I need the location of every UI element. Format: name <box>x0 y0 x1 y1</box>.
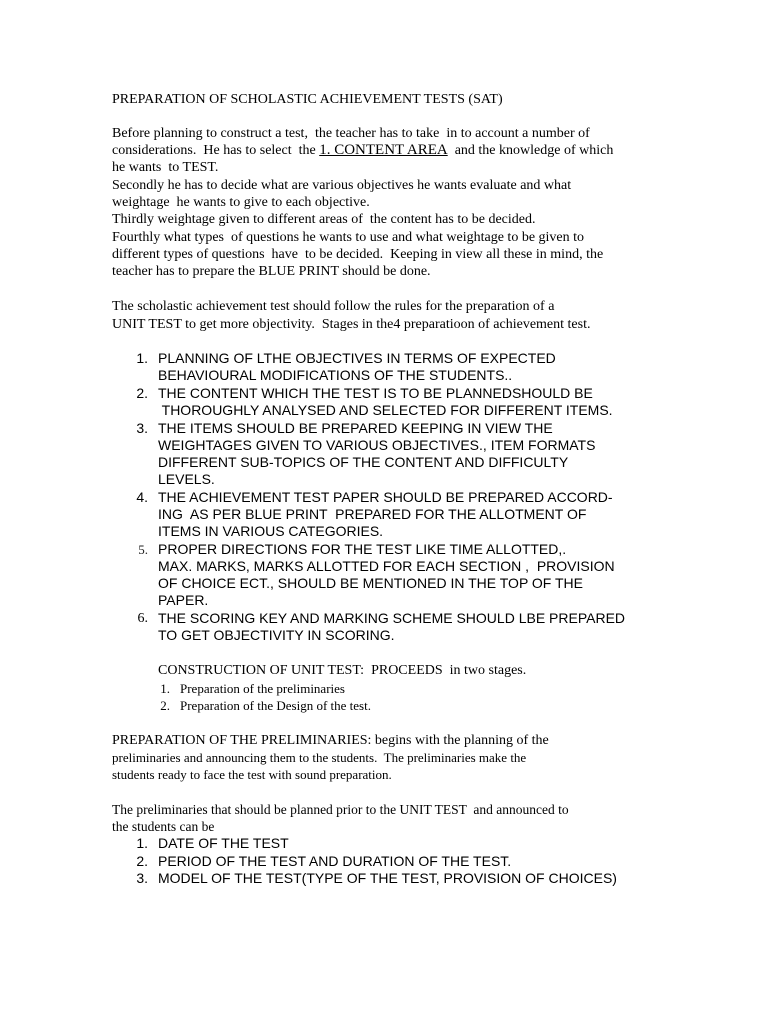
planned-item-2: PERIOD OF THE TEST AND DURATION OF THE TEST. <box>158 853 512 869</box>
intro-line-2-start: considerations. He has to select the <box>112 143 320 158</box>
construction-item-1: Preparation of the preliminaries <box>180 681 345 696</box>
stage-6-number: 6. <box>137 611 148 626</box>
stage-3-line-1: THE ITEMS SHOULD BE PREPARED KEEPING IN VIEW THE <box>158 420 553 436</box>
stage-2-number: 2. <box>136 385 148 401</box>
intro-line-9: teacher has to prepare the BLUE PRINT should be done. <box>112 264 431 279</box>
stage-3-line-4: LEVELS. <box>158 471 215 487</box>
rules-line-1: The scholastic achievement test should follow the rules for the preparation of a <box>112 299 555 314</box>
preliminaries-line-3: students ready to face the test with sound preparation. <box>112 767 392 782</box>
planned-item-1: DATE OF THE TEST <box>158 835 289 851</box>
preliminaries-line-1: PREPARATION OF THE PRELIMINARIES: begins with the planning of the <box>112 733 549 748</box>
stage-5-number: 5. <box>138 542 148 557</box>
stage-2-line-1: THE CONTENT WHICH THE TEST IS TO BE PLANNEDSHOULD BE <box>158 385 593 401</box>
planned-item-3-number: 3. <box>136 870 148 886</box>
intro-line-2-end: and the knowledge of which <box>447 143 614 158</box>
stage-3-line-2: WEIGHTAGES GIVEN TO VARIOUS OBJECTIVES., ITEM FORMATS <box>158 437 596 453</box>
stage-5-line-2: MAX. MARKS, MARKS ALLOTTED FOR EACH SECTION , PROVISION <box>158 558 615 574</box>
intro-line-2 <box>112 142 613 159</box>
stage-4-number: 4. <box>136 489 148 505</box>
planned-line-1: The preliminaries that should be planned prior to the UNIT TEST and announced to <box>112 802 569 817</box>
intro-line-7: Fourthly what types of questions he wants to use and what weightage to be given to <box>112 230 585 245</box>
preliminaries-line-2: preliminaries and announcing them to the students. The preliminaries make the <box>112 750 527 765</box>
stage-3-line-3: DIFFERENT SUB-TOPICS OF THE CONTENT AND DIFFICULTY <box>158 454 569 470</box>
stage-2-line-2: THOROUGHLY ANALYSED AND SELECTED FOR DIFFERENT ITEMS. <box>158 402 613 418</box>
stage-6-line-2: TO GET OBJECTIVITY IN SCORING. <box>158 627 395 643</box>
stage-5-line-4: PAPER. <box>158 592 209 608</box>
construction-heading: CONSTRUCTION OF UNIT TEST: PROCEEDS in two stages. <box>158 663 527 678</box>
planned-item-2-number: 2. <box>136 853 148 869</box>
planned-item-1-number: 1. <box>136 835 148 851</box>
intro-line-3: he wants to TEST. <box>112 160 219 175</box>
stage-1-line-2: BEHAVIOURAL MODIFICATIONS OF THE STUDENTS.. <box>158 367 513 383</box>
stage-5-line-1: PROPER DIRECTIONS FOR THE TEST LIKE TIME ALLOTTED,. <box>158 541 567 557</box>
stage-3-number: 3. <box>136 420 148 436</box>
intro-line-6: Thirdly weightage given to different areas of the content has to be decided. <box>112 212 536 227</box>
content-area-underlined: 1. CONTENT AREA <box>319 142 448 158</box>
page-title: PREPARATION OF SCHOLASTIC ACHIEVEMENT TESTS (SAT) <box>112 92 503 107</box>
stage-6-line-1: THE SCORING KEY AND MARKING SCHEME SHOULD LBE PREPARED <box>158 610 626 626</box>
construction-item-1-number: 1. <box>160 681 170 696</box>
construction-item-2-number: 2. <box>160 698 170 713</box>
intro-line-8: different types of questions have to be decided. Keeping in view all these in mind, the <box>112 247 604 262</box>
rules-line-2: UNIT TEST to get more objectivity. Stages in the4 preparatioon of achievement test. <box>112 317 591 332</box>
stage-4-line-2: ING AS PER BLUE PRINT PREPARED FOR THE ALLOTMENT OF <box>158 506 587 522</box>
stage-5-line-3: OF CHOICE ECT., SHOULD BE MENTIONED IN THE TOP OF THE <box>158 575 583 591</box>
intro-line-4: Secondly he has to decide what are various objectives he wants evaluate and what <box>112 178 572 193</box>
stage-1-line-1: PLANNING OF LTHE OBJECTIVES IN TERMS OF EXPECTED <box>158 350 556 366</box>
stage-4-line-3: ITEMS IN VARIOUS CATEGORIES. <box>158 523 384 539</box>
intro-line-5: weightage he wants to give to each objective. <box>112 195 370 210</box>
planned-line-2: the students can be <box>112 819 215 834</box>
construction-item-2: Preparation of the Design of the test. <box>180 698 371 713</box>
planned-item-3: MODEL OF THE TEST(TYPE OF THE TEST, PROVISION OF CHOICES) <box>158 870 617 886</box>
intro-line-1: Before planning to construct a test, the teacher has to take in to account a number of <box>112 126 590 141</box>
stage-1-number: 1. <box>136 350 148 366</box>
stage-4-line-1: THE ACHIEVEMENT TEST PAPER SHOULD BE PREPARED ACCORD- <box>158 489 613 505</box>
